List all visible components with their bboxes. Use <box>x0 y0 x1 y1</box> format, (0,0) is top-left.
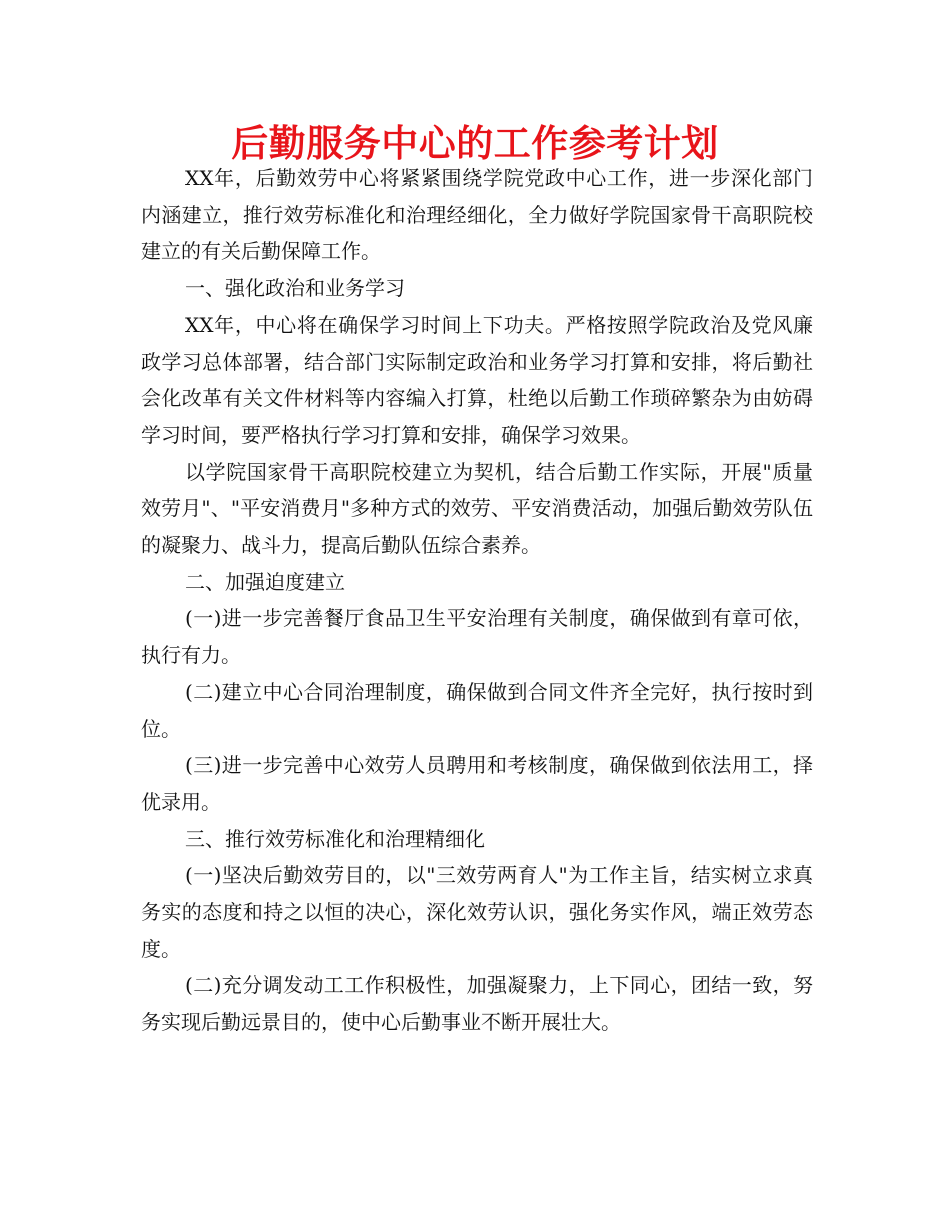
paragraph-activities: 以学院国家骨干高职院校建立为契机，结合后勤工作实际，开展"质量效劳月"、"平安消费月"多种方式的效劳、平安消费活动，加强后勤效劳队伍的凝聚力、战斗力，提高后勤队伍综合素养。 <box>141 459 813 558</box>
section-heading-2: 二、加强迫度建立 <box>185 569 345 594</box>
list-item-3-1: (一)坚决后勤效劳目的，以"三效劳两育人"为工作主旨，结实树立求真务实的态度和持之以恒的决心，深化效劳认识，强化务实作风，端正效劳态度。 <box>141 863 813 961</box>
list-item-2-3: (三)进一步完善中心效劳人员聘用和考核制度，确保做到依法用工，择优录用。 <box>141 753 813 814</box>
paragraph-intro: XX年，后勤效劳中心将紧紧围绕学院党政中心工作，进一步深化部门内涵建立，推行效劳标准化和治理经细化，全力做好学院国家骨干高职院校建立的有关后勤保障工作。 <box>141 166 813 264</box>
document-title: 后勤服务中心的工作参考计划 <box>231 122 719 165</box>
list-item-2-1: (一)进一步完善餐厅食品卫生平安治理有关制度，确保做到有章可依，执行有力。 <box>141 606 813 668</box>
list-item-2-2: (二)建立中心合同治理制度，确保做到合同文件齐全完好，执行按时到位。 <box>141 679 813 741</box>
list-item-3-2: (二)充分调发动工工作积极性，加强凝聚力，上下同心，团结一致，努务实现后勤远景目的，使中心后勤事业不断开展壮大。 <box>141 973 813 1035</box>
paragraph-study-time: XX年，中心将在确保学习时间上下功夫。严格按照学院政治及党风廉政学习总体部署，结合部门实际制定政治和业务学习打算和安排，将后勤社会化改革有关文件材料等内容编入打算，杜绝以后勤工作琐碎繁杂为由妨碍学习时间，要严格执行学习打算和安排，确保学习效果。 <box>141 312 813 447</box>
section-heading-3: 三、推行效劳标准化和治理精细化 <box>185 826 485 851</box>
document-body <box>141 160 813 1041</box>
section-heading-1: 一、强化政治和业务学习 <box>185 276 405 301</box>
